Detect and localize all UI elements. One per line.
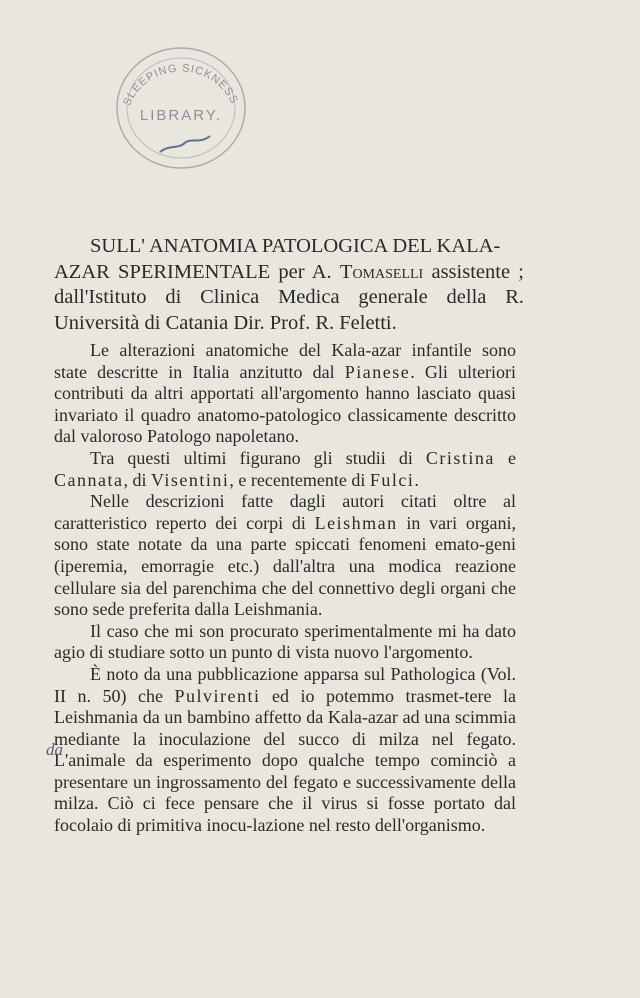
p2-e: . [414, 469, 419, 490]
p2-b: e [494, 447, 516, 468]
p3-name: Leishman [314, 512, 398, 533]
p2-d: , e recentemente di [229, 469, 370, 490]
title-line-2b: assistente ; dall'Istituto di Clinica Medica generale della R. Università di Catania Dir. Prof. R. Feletti. [54, 260, 524, 334]
p1-name: Pianese [344, 361, 411, 382]
p2-name4: Fulci [369, 469, 415, 490]
title-line-1: SULL' ANATOMIA PATOLOGICA DEL KALA- [90, 235, 501, 257]
p5-a: È noto da una pubblicazione apparsa sul Pathologica (Vol. II n. 50) che [54, 663, 516, 706]
p5-name: Pulvirenti [174, 685, 261, 706]
library-stamp [108, 40, 254, 180]
article-body [54, 340, 516, 837]
paragraph-5 [54, 664, 516, 837]
stamp-arc-text: SLEEPING SICKNESS [121, 62, 241, 108]
article-title [54, 234, 524, 336]
p5-b: ed io potemmo trasmet-tere la Leishmania da un bambino affetto da Kala-azar ad una scimmia mediante la inoculazione del succo di milza nel fegato. L'animale da esperimento dopo qualche tempo cominciò a presentare un ingrossamento del fegato e successivamente della milza. Ciò ci fece pensare che il virus si fosse portato dal focolaio di primitiva inocu-lazione nel resto dell'organismo. [54, 685, 516, 836]
p2-c: , di [123, 469, 151, 490]
handwritten-margin-note: da [46, 740, 63, 759]
p1-text: Le alterazioni anatomiche del Kala-azar infantile sono state descritte in Italia anzitutto dal [54, 340, 516, 382]
paragraph-3 [54, 491, 516, 621]
author-name: Tomaselli [339, 260, 424, 283]
p2-name2: Cannata [54, 469, 124, 490]
p2-name1: Cristina [425, 447, 495, 468]
title-line-2a: AZAR SPERIMENTALE per A. [54, 260, 340, 283]
p2-name3: Visentini [151, 469, 230, 490]
p3-b: in vari organi, sono state notate da una parte spiccati fenomeni emato-geni (iperemia, emorragie etc.) dall'altra una modica reazione cellulare sia del parenchima che del connettivo degli organi che sono sede preferita dalla Leishmania. [54, 512, 516, 620]
p2-a: Tra questi ultimi figurano gli studii di [90, 447, 426, 468]
p1-end: . Gli ulteriori contributi da altri apportati all'argomento hanno lasciato quasi invariato il quadro anatomo-patologico classicamente descritto dal valoroso Patologo napoletano. [54, 361, 516, 447]
stamp-library-text: LIBRARY. [139, 107, 223, 124]
p3-a: Nelle descrizioni fatte dagli autori citati oltre al caratteristico reperto dei corpi di [54, 491, 516, 533]
stamp-seal-icon [108, 40, 254, 180]
paragraph-2 [54, 448, 516, 491]
paragraph-4: Il caso che mi son procurato sperimentalmente mi ha dato agio di studiare sotto un punto di vista nuovo l'argomento. [54, 620, 516, 663]
paragraph-1 [54, 340, 516, 448]
